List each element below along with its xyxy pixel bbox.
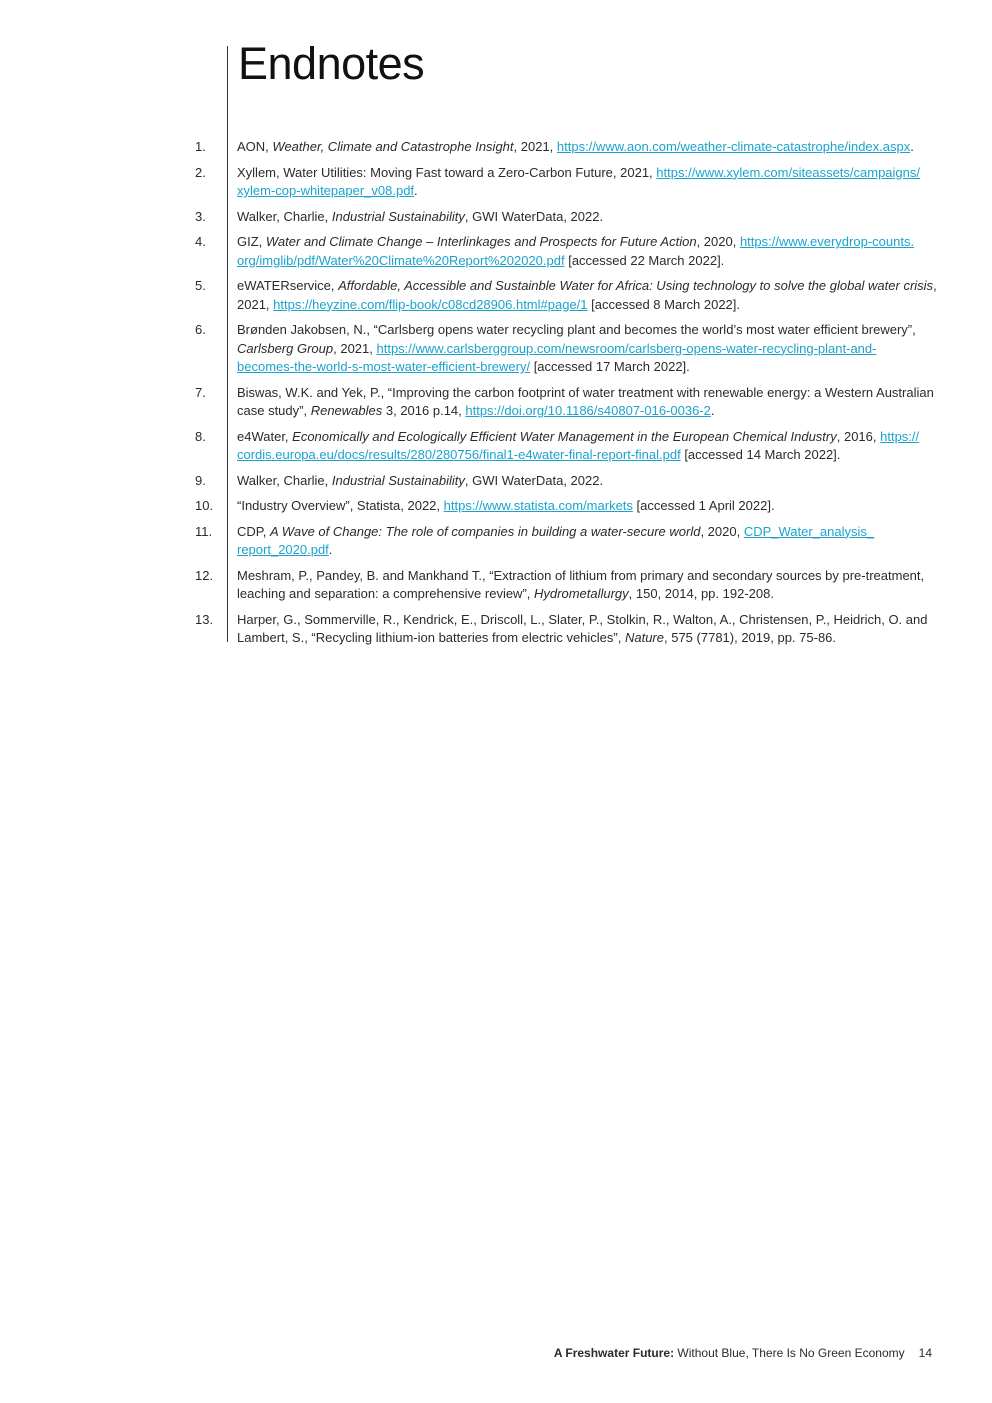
endnote-number: 10.	[195, 498, 214, 513]
endnote-italic-text: Economically and Ecologically Efficient Water Management in the European Chemical Industry	[292, 428, 837, 444]
endnote-plain-text: .	[910, 139, 914, 154]
endnote-link[interactable]: https://www.statista.com/markets	[443, 498, 633, 513]
endnote-text	[237, 233, 940, 270]
page-title: Endnotes	[238, 38, 425, 89]
endnote-link[interactable]: xylem-cop-whitepaper_v08.pdf	[237, 183, 415, 198]
endnote-plain-text: ,	[933, 278, 937, 293]
endnote-plain-text: leaching and separation: a comprehensive review”,	[237, 586, 535, 601]
endnote-number: 7.	[195, 384, 206, 400]
endnote-italic-text: Hydrometallurgy	[534, 586, 629, 601]
endnote-italic-text: Renewables	[310, 403, 383, 418]
endnote-text	[237, 523, 940, 560]
endnote-item	[190, 497, 940, 516]
endnote-plain-text: Walker, Charlie,	[237, 472, 332, 488]
endnote-plain-text: , 2021,	[333, 340, 377, 356]
endnote-link[interactable]: https://doi.org/10.1186/s40807-016-0036-2	[465, 403, 711, 418]
endnote-text	[237, 428, 940, 465]
endnote-italic-text: Water and Climate Change – Interlinkages and Prospects for Future Action	[265, 234, 697, 249]
endnote-number: 6.	[195, 322, 206, 337]
endnote-plain-text: GIZ,	[237, 234, 266, 249]
endnote-plain-text: 3, 2016 p.14,	[382, 403, 466, 418]
endnote-text	[237, 497, 940, 516]
endnote-item	[190, 428, 940, 465]
endnote-plain-text: [accessed 1 April 2022].	[632, 498, 775, 513]
endnote-plain-text: [accessed 17 March 2022].	[530, 359, 690, 374]
endnote-plain-text: Meshram, P., Pandey, B. and Mankhand T., “Extraction of lithium from primary and secondary sources by pre-treatment,	[237, 567, 925, 583]
endnote-text	[237, 384, 940, 421]
endnote-link[interactable]: https://www.aon.com/weather-climate-catastrophe/index.aspx	[556, 139, 911, 154]
endnote-plain-text: .	[414, 183, 418, 198]
page-footer	[554, 1346, 932, 1360]
endnote-italic-text: Industrial Sustainability	[331, 208, 465, 224]
endnote-italic-text: Carlsberg Group	[237, 340, 334, 356]
endnote-number: 3.	[195, 208, 206, 224]
endnote-text	[237, 164, 940, 201]
endnote-item	[190, 233, 940, 270]
endnote-italic-text: Affordable, Accessible and Sustainble Water for Africa: Using technology to solve the global water crisis	[338, 278, 934, 293]
endnote-plain-text: , 2020,	[700, 523, 744, 539]
endnote-plain-text: eWATERservice,	[237, 278, 339, 293]
endnote-text	[237, 138, 940, 157]
endnote-item	[190, 138, 940, 157]
endnote-item	[190, 321, 940, 377]
endnote-plain-text: Biswas, W.K. and Yek, P., “Improving the carbon footprint of water treatment with renewable energy: a Western Australian	[237, 384, 934, 400]
endnote-plain-text: .	[328, 542, 333, 557]
endnote-item	[190, 567, 940, 604]
endnote-text	[237, 611, 940, 648]
endnote-link[interactable]: CDP_Water_analysis_	[743, 523, 875, 539]
endnote-link[interactable]: report_2020.pdf	[237, 542, 329, 557]
endnote-plain-text: , 150, 2014, pp. 192-208.	[628, 586, 774, 601]
endnote-text	[237, 277, 940, 314]
endnote-item	[190, 472, 940, 491]
endnote-plain-text: “Industry Overview”, Statista, 2022,	[237, 498, 444, 513]
endnote-plain-text: , GWI WaterData, 2022.	[464, 472, 604, 488]
endnote-plain-text: Walker, Charlie,	[237, 208, 332, 224]
endnote-item	[190, 384, 940, 421]
endnote-plain-text: [accessed 14 March 2022].	[680, 447, 841, 462]
endnote-plain-text: , 2020,	[696, 234, 740, 249]
endnote-link[interactable]: becomes-the-world-s-most-water-efficient-brewery/	[237, 359, 531, 374]
endnote-link[interactable]: https://www.xylem.com/siteassets/campaigns/	[656, 164, 920, 180]
endnote-number: 13.	[195, 611, 214, 627]
endnote-text	[237, 321, 940, 377]
endnote-number: 12.	[195, 567, 214, 583]
endnote-link[interactable]: https://heyzine.com/flip-book/c08cd28906.html#page/1	[273, 296, 588, 312]
endnote-plain-text: , 2021,	[513, 139, 557, 154]
endnote-number: 9.	[195, 472, 206, 488]
endnote-link[interactable]: https://www.carlsberggroup.com/newsroom/carlsberg-opens-water-recycling-plant-and-	[376, 340, 877, 356]
endnote-plain-text: Harper, G., Sommerville, R., Kendrick, E., Driscoll, L., Slater, P., Stolkin, R., Walton, A., Christensen, P., Heidrich, O. and	[237, 611, 928, 627]
endnote-link[interactable]: org/imglib/pdf/Water%20Climate%20Report%202020.pdf	[237, 252, 565, 268]
endnote-italic-text: Weather, Climate and Catastrophe Insight	[272, 139, 514, 154]
endnote-plain-text: 2021,	[237, 296, 274, 312]
endnotes-list	[190, 138, 940, 655]
endnote-number: 4.	[195, 234, 206, 249]
endnote-plain-text: , GWI WaterData, 2022.	[464, 208, 604, 224]
endnote-plain-text: case study”,	[237, 403, 311, 418]
endnote-item	[190, 208, 940, 227]
endnote-plain-text: , 2016,	[836, 428, 881, 444]
endnote-plain-text: Xyllem, Water Utilities: Moving Fast toward a Zero-Carbon Future, 2021,	[237, 164, 657, 180]
endnote-plain-text: Brønden Jakobsen, N., “Carlsberg opens water recycling plant and becomes the world’s most water efficient brewery”,	[237, 322, 916, 337]
endnote-number: 8.	[195, 428, 206, 444]
endnote-italic-text: A Wave of Change: The role of companies in building a water-secure world	[270, 523, 701, 539]
page-number: 14	[918, 1346, 932, 1360]
footer-title-rest: Without Blue, There Is No Green Economy	[674, 1346, 905, 1360]
endnote-link[interactable]: https://	[880, 428, 920, 444]
endnote-plain-text: Lambert, S., “Recycling lithium-ion batteries from electric vehicles”,	[237, 630, 625, 645]
endnote-number: 5.	[195, 278, 206, 293]
endnote-item	[190, 164, 940, 201]
endnote-plain-text: CDP,	[237, 523, 270, 539]
endnote-plain-text: e4Water,	[237, 428, 293, 444]
endnote-item	[190, 277, 940, 314]
endnote-plain-text: [accessed 8 March 2022].	[587, 296, 741, 312]
endnote-number: 11.	[195, 523, 213, 539]
endnote-plain-text: , 575 (7781), 2019, pp. 75-86.	[664, 630, 837, 645]
endnote-link[interactable]: https://www.everydrop-counts.	[739, 234, 915, 249]
footer-title-bold: A Freshwater Future:	[553, 1346, 675, 1360]
endnote-italic-text: Industrial Sustainability	[331, 472, 465, 488]
endnote-plain-text: [accessed 22 March 2022].	[564, 252, 725, 268]
endnote-number: 2.	[195, 164, 206, 180]
endnote-text	[237, 567, 940, 604]
endnote-italic-text: Nature	[624, 630, 664, 645]
endnote-item	[190, 611, 940, 648]
endnote-link[interactable]: cordis.europa.eu/docs/results/280/280756/final1-e4water-final-report-final.pdf	[237, 447, 681, 462]
endnote-text	[237, 208, 940, 227]
endnote-plain-text: AON,	[237, 139, 273, 154]
endnote-number: 1.	[195, 139, 206, 154]
endnote-item	[190, 523, 940, 560]
endnote-text	[237, 472, 940, 491]
endnote-plain-text: .	[710, 403, 715, 418]
